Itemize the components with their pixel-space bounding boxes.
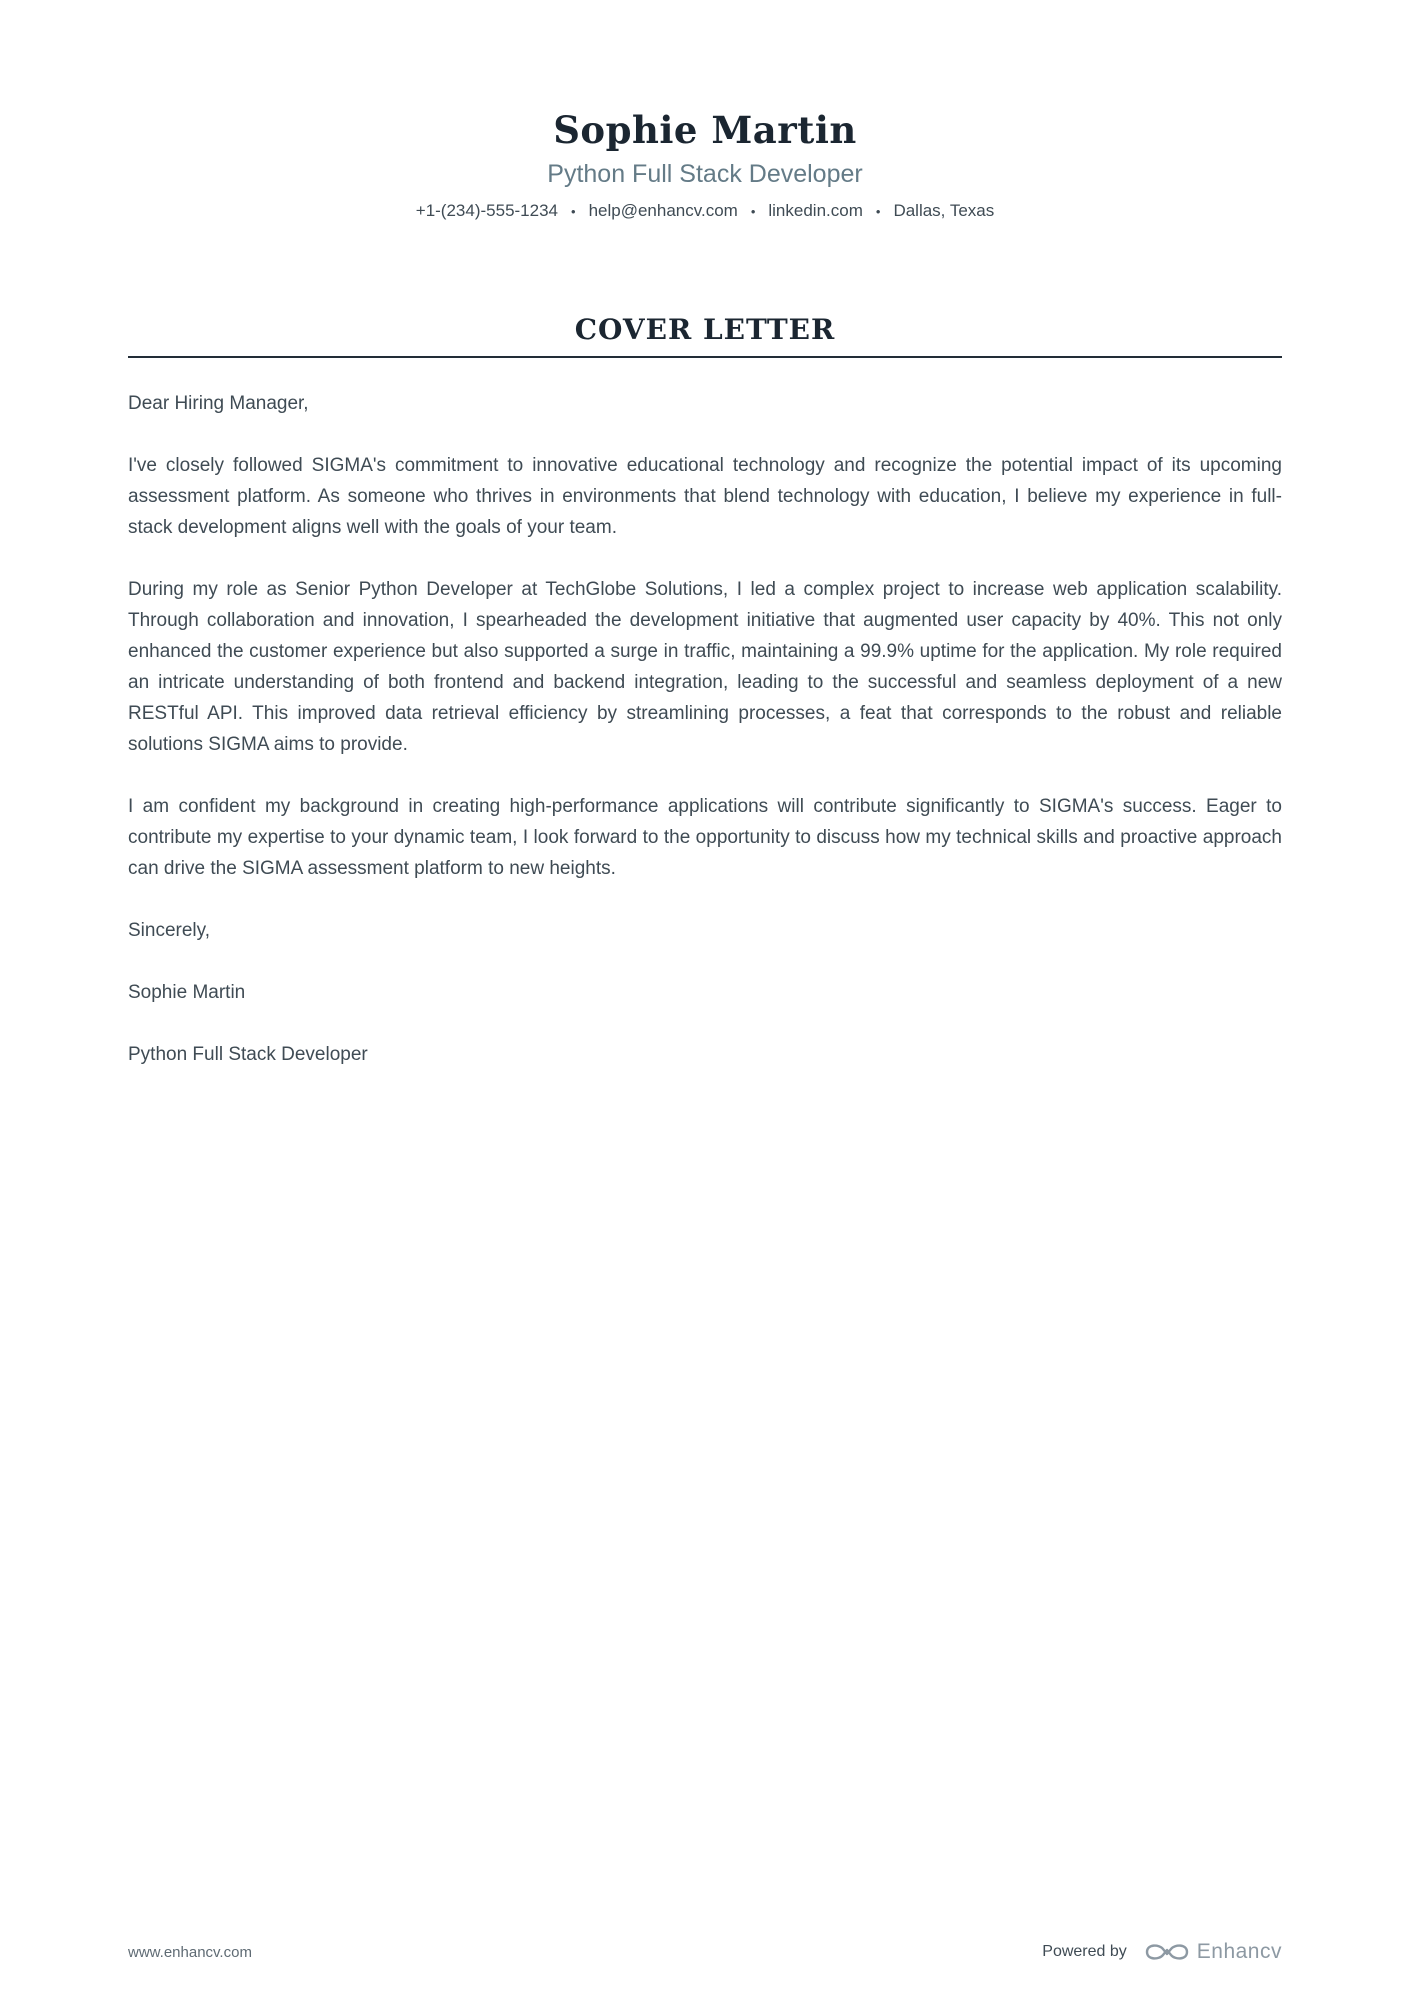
document-header: [128, 108, 1282, 221]
closing-salutation: Sincerely,: [128, 920, 211, 942]
powered-by-label: Powered by: [1042, 1943, 1127, 1960]
phone-number: +1-(234)-555-1234: [415, 201, 558, 221]
cover-letter-heading: COVER LETTER: [574, 313, 836, 347]
dot-separator: •: [875, 203, 881, 219]
website-link: www.enhancv.com: [128, 1943, 252, 1961]
paragraph-2: During my role as Senior Python Developer at TechGlobe Solutions, I led a complex project to increase web application scalability. Through collaboration and innovation, I spearheaded the development initiative that augmented user capacity by 40%. This not only enhanced the customer experience but also supported a surge in traffic, maintaining a 99.9% uptime for the application. My role required an intricate understanding of both frontend and backend integration, leading to the successful and seamless deployment of a new RESTful API. This improved data retrieval efficiency by streamlining processes, a feat that corresponds to the robust and reliable solutions SIGMA aims to provide.: [128, 579, 1282, 756]
email-address: help@enhancv.com: [588, 201, 738, 221]
powered-by-group: [1042, 1939, 1282, 1965]
dot-separator: •: [750, 203, 756, 219]
heading-rule: [128, 356, 1282, 358]
signature-title: Python Full Stack Developer: [128, 1044, 368, 1066]
person-job-title: Python Full Stack Developer: [547, 160, 863, 189]
letter-body: [128, 388, 1282, 1070]
dot-separator: •: [571, 203, 576, 219]
enhancv-brand-text: Enhancv: [1196, 1940, 1282, 1963]
linkedin-link: linkedin.com: [768, 201, 863, 221]
person-name: Sophie Martin: [553, 108, 857, 152]
contact-line: [128, 201, 1282, 221]
paragraph-1: I've closely followed SIGMA's commitment to innovative educational technology and recognize the potential impact of its upcoming assessment platform. As someone who thrives in environments that blend technology with education, I believe my experience in full-stack development aligns well with the goals of your team.: [128, 455, 1282, 539]
page-footer: [128, 1939, 1282, 1965]
paragraph-3: I am confident my background in creating high-performance applications will contribute significantly to SIGMA's success. Eager to contribute my expertise to your dynamic team, I look forward to the opportunity to discuss how my technical skills and proactive approach can drive the SIGMA assessment platform to new heights.: [128, 796, 1282, 880]
salutation: Dear Hiring Manager,: [128, 393, 309, 415]
enhancv-logo-icon: [1145, 1939, 1189, 1965]
location-text: Dallas, Texas: [893, 201, 995, 221]
signature-name: Sophie Martin: [128, 982, 246, 1004]
